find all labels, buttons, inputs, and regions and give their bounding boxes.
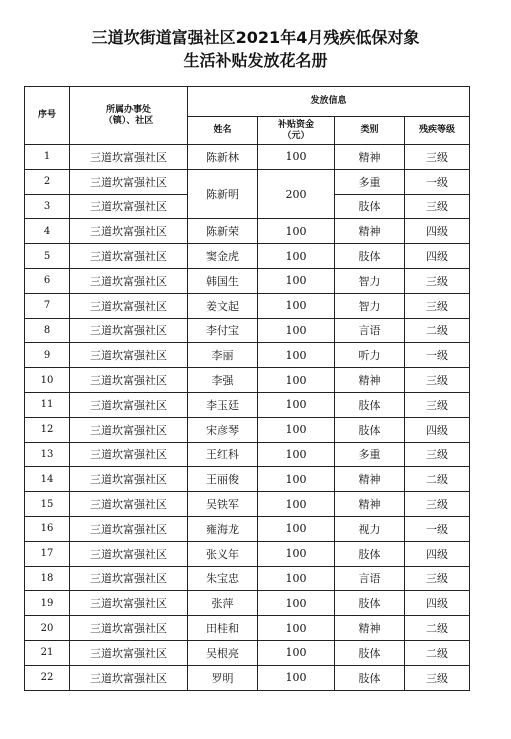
row-number: 2	[25, 169, 70, 194]
row-community: 三道坎富强社区	[70, 318, 188, 343]
row-amount: 100	[258, 467, 335, 492]
row-level: 三级	[405, 145, 470, 170]
row-category: 多重	[335, 442, 405, 467]
row-community: 三道坎富强社区	[70, 194, 188, 219]
row-level: 三级	[405, 194, 470, 219]
row-level: 四级	[405, 541, 470, 566]
header-distribution-info: 发放信息	[188, 87, 470, 117]
row-amount: 100	[258, 417, 335, 442]
row-level: 四级	[405, 219, 470, 244]
row-level: 三级	[405, 392, 470, 417]
row-name: 吴根亮	[188, 640, 258, 665]
row-category: 言语	[335, 566, 405, 591]
row-community: 三道坎富强社区	[70, 219, 188, 244]
row-name: 窦金虎	[188, 244, 258, 269]
table-row	[25, 392, 470, 417]
table-row	[25, 442, 470, 467]
row-name: 陈新荣	[188, 219, 258, 244]
row-name: 田桂和	[188, 616, 258, 641]
header-amount	[258, 117, 335, 145]
row-category: 精神	[335, 145, 405, 170]
row-amount: 100	[258, 219, 335, 244]
table-row	[25, 145, 470, 170]
row-level: 一级	[405, 169, 470, 194]
row-community: 三道坎富强社区	[70, 145, 188, 170]
row-amount: 100	[258, 541, 335, 566]
row-level: 一级	[405, 516, 470, 541]
row-level: 二级	[405, 467, 470, 492]
row-category: 肢体	[335, 392, 405, 417]
row-name: 吴铁军	[188, 492, 258, 517]
row-category: 听力	[335, 343, 405, 368]
header-category: 类别	[335, 117, 405, 145]
row-amount: 100	[258, 244, 335, 269]
row-name: 雍海龙	[188, 516, 258, 541]
row-community: 三道坎富强社区	[70, 541, 188, 566]
table-row	[25, 368, 470, 393]
row-community: 三道坎富强社区	[70, 591, 188, 616]
row-number: 13	[25, 442, 70, 467]
row-amount: 100	[258, 442, 335, 467]
header-office-line2: （镇）、社区	[103, 115, 154, 126]
table-row	[25, 640, 470, 665]
row-name: 张萍	[188, 591, 258, 616]
row-level: 一级	[405, 343, 470, 368]
row-number: 17	[25, 541, 70, 566]
row-amount: 100	[258, 665, 335, 690]
row-category: 肢体	[335, 417, 405, 442]
row-category: 肢体	[335, 591, 405, 616]
table-row	[25, 492, 470, 517]
row-level: 二级	[405, 616, 470, 641]
row-category: 精神	[335, 368, 405, 393]
row-category: 肢体	[335, 541, 405, 566]
row-amount: 100	[258, 591, 335, 616]
row-number: 8	[25, 318, 70, 343]
row-amount: 100	[258, 616, 335, 641]
row-category: 多重	[335, 169, 405, 194]
row-name: 朱宝忠	[188, 566, 258, 591]
row-category: 精神	[335, 616, 405, 641]
row-amount: 100	[258, 368, 335, 393]
table-row	[25, 343, 470, 368]
row-name: 李丽	[188, 343, 258, 368]
row-community: 三道坎富强社区	[70, 467, 188, 492]
row-amount: 100	[258, 640, 335, 665]
row-level: 二级	[405, 318, 470, 343]
row-name: 姜文起	[188, 293, 258, 318]
row-community: 三道坎富强社区	[70, 343, 188, 368]
header-amount-line2: （元）	[282, 130, 310, 141]
table-row	[25, 566, 470, 591]
row-amount: 100	[258, 392, 335, 417]
row-number: 16	[25, 516, 70, 541]
header-level: 残疾等级	[405, 117, 470, 145]
row-amount: 100	[258, 318, 335, 343]
row-amount: 100	[258, 343, 335, 368]
row-number: 10	[25, 368, 70, 393]
row-category: 精神	[335, 219, 405, 244]
row-community: 三道坎富强社区	[70, 417, 188, 442]
row-level: 四级	[405, 591, 470, 616]
row-community: 三道坎富强社区	[70, 368, 188, 393]
table-row	[25, 616, 470, 641]
row-community: 三道坎富强社区	[70, 442, 188, 467]
row-community: 三道坎富强社区	[70, 293, 188, 318]
row-level: 三级	[405, 368, 470, 393]
table-row	[25, 516, 470, 541]
document-title-line2: 生活补贴发放花名册	[183, 51, 328, 70]
row-amount: 100	[258, 268, 335, 293]
row-number: 1	[25, 145, 70, 170]
row-category: 智力	[335, 268, 405, 293]
row-name: 韩国生	[188, 268, 258, 293]
row-amount: 200	[258, 169, 335, 219]
row-category: 肢体	[335, 194, 405, 219]
row-level: 三级	[405, 492, 470, 517]
row-category: 精神	[335, 492, 405, 517]
row-category: 肢体	[335, 244, 405, 269]
row-number: 14	[25, 467, 70, 492]
row-level: 三级	[405, 268, 470, 293]
row-name: 李付宝	[188, 318, 258, 343]
row-level: 四级	[405, 244, 470, 269]
row-level: 三级	[405, 566, 470, 591]
row-level: 二级	[405, 640, 470, 665]
row-level: 三级	[405, 442, 470, 467]
row-community: 三道坎富强社区	[70, 616, 188, 641]
header-office-line1: 所属办事处	[105, 104, 151, 115]
row-level: 三级	[405, 293, 470, 318]
row-amount: 100	[258, 566, 335, 591]
row-level: 四级	[405, 417, 470, 442]
row-category: 言语	[335, 318, 405, 343]
row-number: 5	[25, 244, 70, 269]
table-row	[25, 293, 470, 318]
row-name: 张义年	[188, 541, 258, 566]
row-community: 三道坎富强社区	[70, 492, 188, 517]
row-number: 12	[25, 417, 70, 442]
row-community: 三道坎富强社区	[70, 640, 188, 665]
row-name: 宋彦琴	[188, 417, 258, 442]
table-row	[25, 268, 470, 293]
row-name: 李玉廷	[188, 392, 258, 417]
row-amount: 100	[258, 492, 335, 517]
row-name: 王丽俊	[188, 467, 258, 492]
row-number: 4	[25, 219, 70, 244]
subsidy-roster-table	[24, 86, 470, 691]
row-number: 21	[25, 640, 70, 665]
row-category: 肢体	[335, 640, 405, 665]
row-community: 三道坎富强社区	[70, 169, 188, 194]
row-category: 智力	[335, 293, 405, 318]
table-row	[25, 467, 470, 492]
row-number: 6	[25, 268, 70, 293]
row-number: 22	[25, 665, 70, 690]
row-name: 陈新林	[188, 145, 258, 170]
row-name: 王红科	[188, 442, 258, 467]
row-community: 三道坎富强社区	[70, 244, 188, 269]
row-amount: 100	[258, 293, 335, 318]
row-number: 7	[25, 293, 70, 318]
table-row	[25, 219, 470, 244]
row-amount: 100	[258, 145, 335, 170]
row-number: 9	[25, 343, 70, 368]
document-title-line1: 三道坎街道富强社区2021年4月残疾低保对象	[91, 28, 420, 47]
row-number: 11	[25, 392, 70, 417]
header-office	[70, 87, 188, 145]
table-row	[25, 591, 470, 616]
row-category: 精神	[335, 467, 405, 492]
row-number: 20	[25, 616, 70, 641]
row-level: 三级	[405, 665, 470, 690]
row-category: 视力	[335, 516, 405, 541]
row-category: 肢体	[335, 665, 405, 690]
row-community: 三道坎富强社区	[70, 665, 188, 690]
row-amount: 100	[258, 516, 335, 541]
table-row	[25, 665, 470, 690]
row-name: 陈新明	[188, 169, 258, 219]
table-row	[25, 541, 470, 566]
table-row	[25, 417, 470, 442]
table-row	[25, 318, 470, 343]
row-name: 罗明	[188, 665, 258, 690]
table-row	[25, 169, 470, 194]
row-community: 三道坎富强社区	[70, 268, 188, 293]
row-number: 3	[25, 194, 70, 219]
table-row	[25, 244, 470, 269]
row-community: 三道坎富强社区	[70, 566, 188, 591]
row-number: 18	[25, 566, 70, 591]
header-name: 姓名	[188, 117, 258, 145]
row-community: 三道坎富强社区	[70, 516, 188, 541]
row-number: 15	[25, 492, 70, 517]
header-amount-line1: 补贴资金	[277, 119, 314, 130]
row-number: 19	[25, 591, 70, 616]
row-name: 李强	[188, 368, 258, 393]
header-seq: 序号	[25, 87, 70, 145]
row-community: 三道坎富强社区	[70, 392, 188, 417]
